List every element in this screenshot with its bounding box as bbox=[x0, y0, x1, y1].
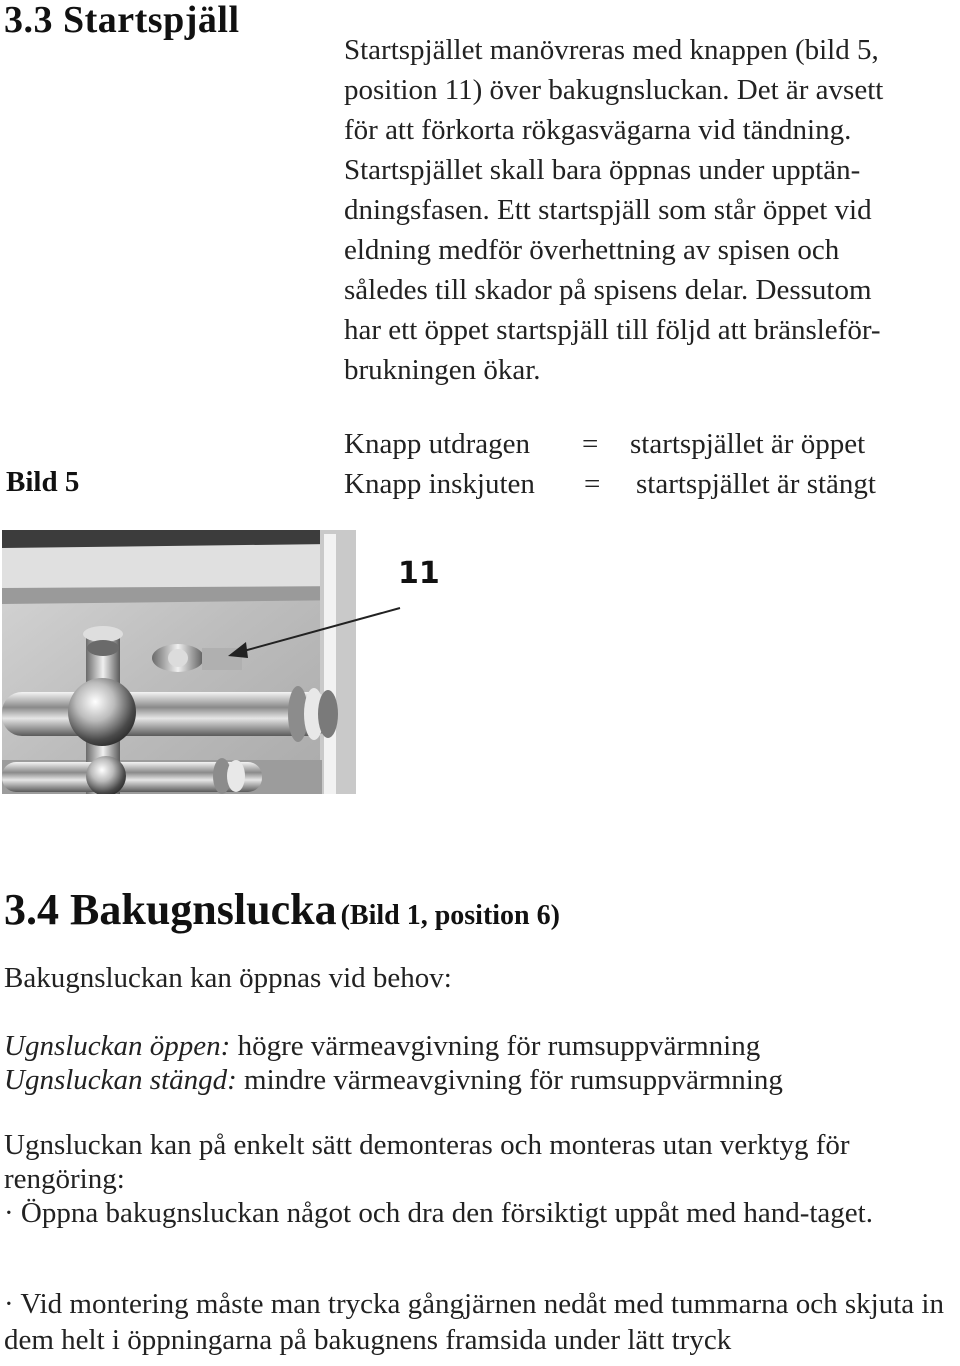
door-closed-label: Ugnsluckan stängd: bbox=[4, 1064, 237, 1096]
door-closed-line bbox=[4, 1064, 783, 1097]
knapp-meaning: startspjället är öppet bbox=[630, 428, 866, 460]
knapp-meaning: startspjället är stängt bbox=[636, 468, 876, 500]
door-open-label: Ugnsluckan öppen: bbox=[4, 1030, 231, 1062]
equals-sign: = bbox=[584, 468, 601, 500]
paragraph-line: för att förkorta rökgasvägarna vid tändning. bbox=[344, 114, 852, 146]
knapp-row-out bbox=[344, 428, 866, 461]
heading-sub: (Bild 1, position 6) bbox=[340, 900, 560, 931]
bakugn-intro: Bakugnsluckan kan öppnas vid behov: bbox=[4, 962, 452, 994]
step-mounting: · Vid montering måste man trycka gångjärnen nedåt med tummarna och skjuta in dem helt i öppningarna på bakugnens framsida under lätt tryck bbox=[4, 1288, 944, 1356]
paragraph-line: dningsfasen. Ett startspjäll som står öppet vid bbox=[344, 194, 872, 226]
heading-main: 3.4 Bakugnslucka bbox=[4, 885, 337, 934]
paragraph-line: eldning medför överhettning av spisen och bbox=[344, 234, 840, 266]
equals-sign: = bbox=[582, 428, 599, 460]
paragraph-line: position 11) över bakugnsluckan. Det är avsett bbox=[344, 74, 884, 106]
paragraph-line: Startspjället skall bara öppnas under upptän- bbox=[344, 154, 861, 186]
door-open-text: högre värmeavgivning för rumsuppvärmning bbox=[230, 1030, 761, 1062]
section-3-4-heading bbox=[4, 884, 560, 935]
paragraph-line: brukningen ökar. bbox=[344, 354, 541, 386]
paragraph-line: Startspjället manövreras med knappen (bild 5, bbox=[344, 34, 879, 66]
callout-arrow-icon bbox=[220, 600, 404, 664]
door-closed-text: mindre värmeavgivning för rumsuppvärmning bbox=[236, 1064, 783, 1096]
knapp-row-in bbox=[344, 468, 876, 501]
knapp-state: Knapp inskjuten bbox=[344, 468, 535, 500]
demontering-paragraph: Ugnsluckan kan på enkelt sätt demonteras och monteras utan verktyg för rengöring: bbox=[4, 1129, 850, 1195]
paragraph-line: således till skador på spisens delar. Dessutom bbox=[344, 274, 872, 306]
step-open-door: · Öppna bakugnsluckan något och dra den försiktigt uppåt med hand-taget. bbox=[4, 1197, 873, 1229]
figure-label: Bild 5 bbox=[6, 466, 80, 498]
section-3-3-heading: 3.3 Startspjäll bbox=[4, 0, 240, 41]
knapp-state: Knapp utdragen bbox=[344, 428, 531, 460]
door-open-line bbox=[4, 1030, 760, 1063]
paragraph-line: har ett öppet startspjäll till följd att bränsleför- bbox=[344, 314, 881, 346]
callout-number: 11 bbox=[398, 556, 440, 591]
startspjall-paragraph bbox=[344, 30, 954, 390]
